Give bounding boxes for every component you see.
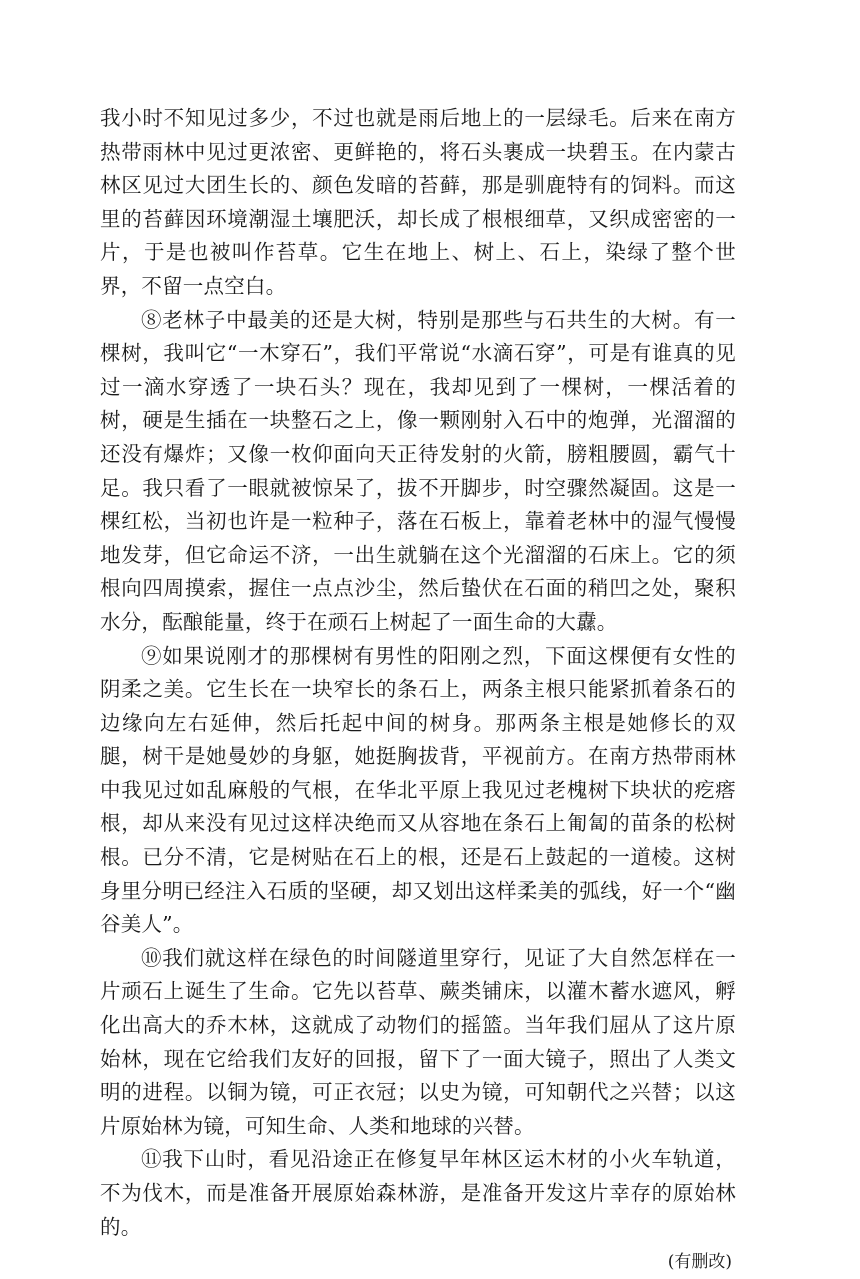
document-page: [100, 102, 736, 1279]
paragraph-moss: 我小时不知见过多少，不过也就是雨后地上的一层绿毛。后来在南方热带雨林中见过更浓密、更鲜艳的，将石头裹成一块碧玉。在内蒙古林区见过大团生长的、颜色发暗的苔藓，那是驯鹿特有的饲料。而这里的苔藓因环境潮湿土壤肥沃，却长成了根根细草，又织成密密的一片，于是也被叫作苔草。它生在地上、树上、石上，染绿了整个世界，不留一点空白。: [100, 106, 736, 298]
paragraph-11-descending-mountain: ⑪我下山时，看见沿途正在修复早年林区运木材的小火车轨道，不为伐木，而是准备开展原始森林游，是准备开发这片幸存的原始林的。: [100, 1147, 736, 1239]
paragraph-8-one-tree-through-stone: ⑧老林子中最美的还是大树，特别是那些与石共生的大树。有一棵树，我叫它“一木穿石”，我们平常说“水滴石穿”，可是有谁真的见过一滴水穿透了一块石头？现在，我却见到了一棵树，一棵活着的树，硬是生插在一块整石之上，像一颗刚射入石中的炮弹，光溜溜的还没有爆炸；又像一枚仰面向天正待发射的火箭，膀粗腰圆，霸气十足。我只看了一眼就被惊呆了，拔不开脚步，时空骤然凝固。这是一棵红松，当初也许是一粒种子，落在石板上，靠着老林中的湿气慢慢地发芽，但它命运不济，一出生就躺在这个光溜溜的石床上。它的须根向四周摸索，握住一点点沙尘，然后蛰伏在石面的稍凹之处，聚积水分，酝酿能量，终于在顽石上树起了一面生命的大纛。: [100, 307, 736, 634]
paragraph-9-valley-beauty: ⑨如果说刚才的那棵树有男性的阳刚之烈，下面这棵便有女性的阴柔之美。它生长在一块窄长的条石上，两条主根只能紧抓着条石的边缘向左右延伸，然后托起中间的树身。那两条主根是她修长的双腿，树干是她曼妙的身躯，她挺胸拔背，平视前方。在南方热带雨林中我见过如乱麻般的气根，在华北平原上我见过老槐树下块状的疙瘩根，却从来没有见过这样决绝而又从容地在条石上匍匐的苗条的松树根。已分不清，它是树贴在石上的根，还是石上鼓起的一道棱。这树身里分明已经注入石质的坚硬，却又划出这样柔美的弧线，好一个“幽谷美人”。: [100, 643, 736, 937]
edit-note: (有删改): [667, 1252, 732, 1273]
paragraph-10-time-tunnel: ⑩我们就这样在绿色的时间隧道里穿行，见证了大自然怎样在一片顽石上诞生了生命。它先以苔草、蕨类铺床，以灌木蓄水遮风，孵化出高大的乔木林，这就成了动物们的摇篮。当年我们屈从了这片原始林，现在它给我们友好的回报，留下了一面大镜子，照出了人类文明的进程。以铜为镜，可正衣冠；以史为镜，可知朝代之兴替；以这片原始林为镜，可知生命、人类和地球的兴替。: [100, 945, 736, 1138]
